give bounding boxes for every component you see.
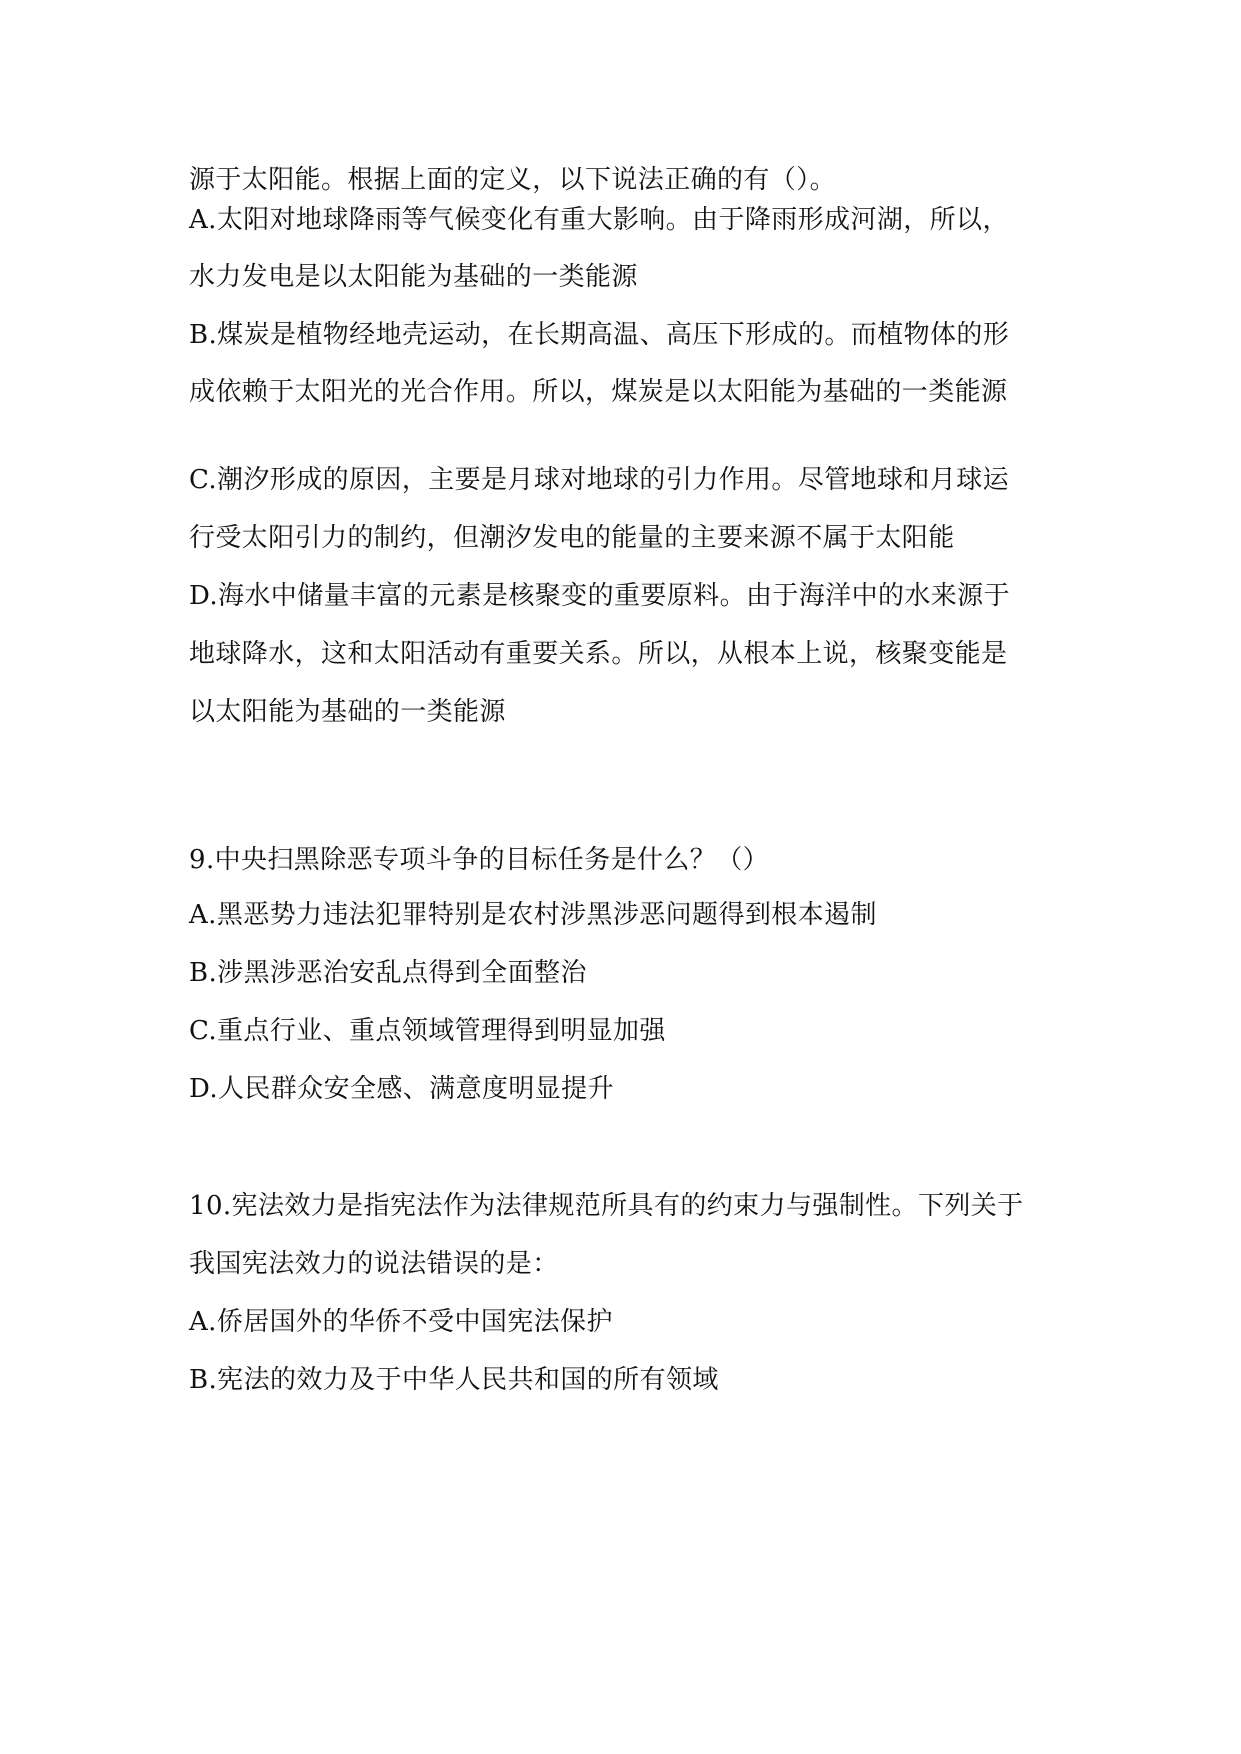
q9-option-b: B.涉黑涉恶治安乱点得到全面整治 <box>189 958 587 988</box>
q8-option-c-line-2: 行受太阳引力的制约，但潮汐发电的能量的主要来源不属于太阳能 <box>189 523 955 553</box>
q8-option-d-line-3: 以太阳能为基础的一类能源 <box>189 697 506 727</box>
q8-option-b-line-1: B.煤炭是植物经地壳运动，在长期高温、高压下形成的。而植物体的形 <box>189 320 1010 350</box>
q9-stem: 9.中央扫黑除恶专项斗争的目标任务是什么？（） <box>189 845 770 875</box>
q8-option-d-line-1: D.海水中储量丰富的元素是核聚变的重要原料。由于海洋中的水来源于 <box>189 581 1010 611</box>
q10-option-a: A.侨居国外的华侨不受中国宪法保护 <box>189 1307 613 1337</box>
q9-option-d: D.人民群众安全感、满意度明显提升 <box>189 1074 614 1104</box>
q8-stem-continuation: 源于太阳能。根据上面的定义，以下说法正确的有（）。 <box>189 165 837 195</box>
q8-option-a-line-2: 水力发电是以太阳能为基础的一类能源 <box>189 262 638 292</box>
q9-option-a: A.黑恶势力违法犯罪特别是农村涉黑涉恶问题得到根本遏制 <box>189 900 877 930</box>
q8-option-d-line-2: 地球降水，这和太阳活动有重要关系。所以，从根本上说，核聚变能是 <box>189 639 1008 669</box>
q8-option-c-line-1: C.潮汐形成的原因，主要是月球对地球的引力作用。尽管地球和月球运 <box>189 465 1010 495</box>
q10-stem-line-1: 10.宪法效力是指宪法作为法律规范所具有的约束力与强制性。下列关于 <box>189 1191 1024 1221</box>
q9-option-c: C.重点行业、重点领域管理得到明显加强 <box>189 1016 666 1046</box>
q8-option-b-line-2: 成依赖于太阳光的光合作用。所以，煤炭是以太阳能为基础的一类能源 <box>189 377 1008 407</box>
q8-option-a-line-1: A.太阳对地球降雨等气候变化有重大影响。由于降雨形成河湖，所以， <box>189 205 1009 235</box>
q10-option-b: B.宪法的效力及于中华人民共和国的所有领域 <box>189 1365 719 1395</box>
q10-stem-line-2: 我国宪法效力的说法错误的是： <box>189 1249 559 1279</box>
